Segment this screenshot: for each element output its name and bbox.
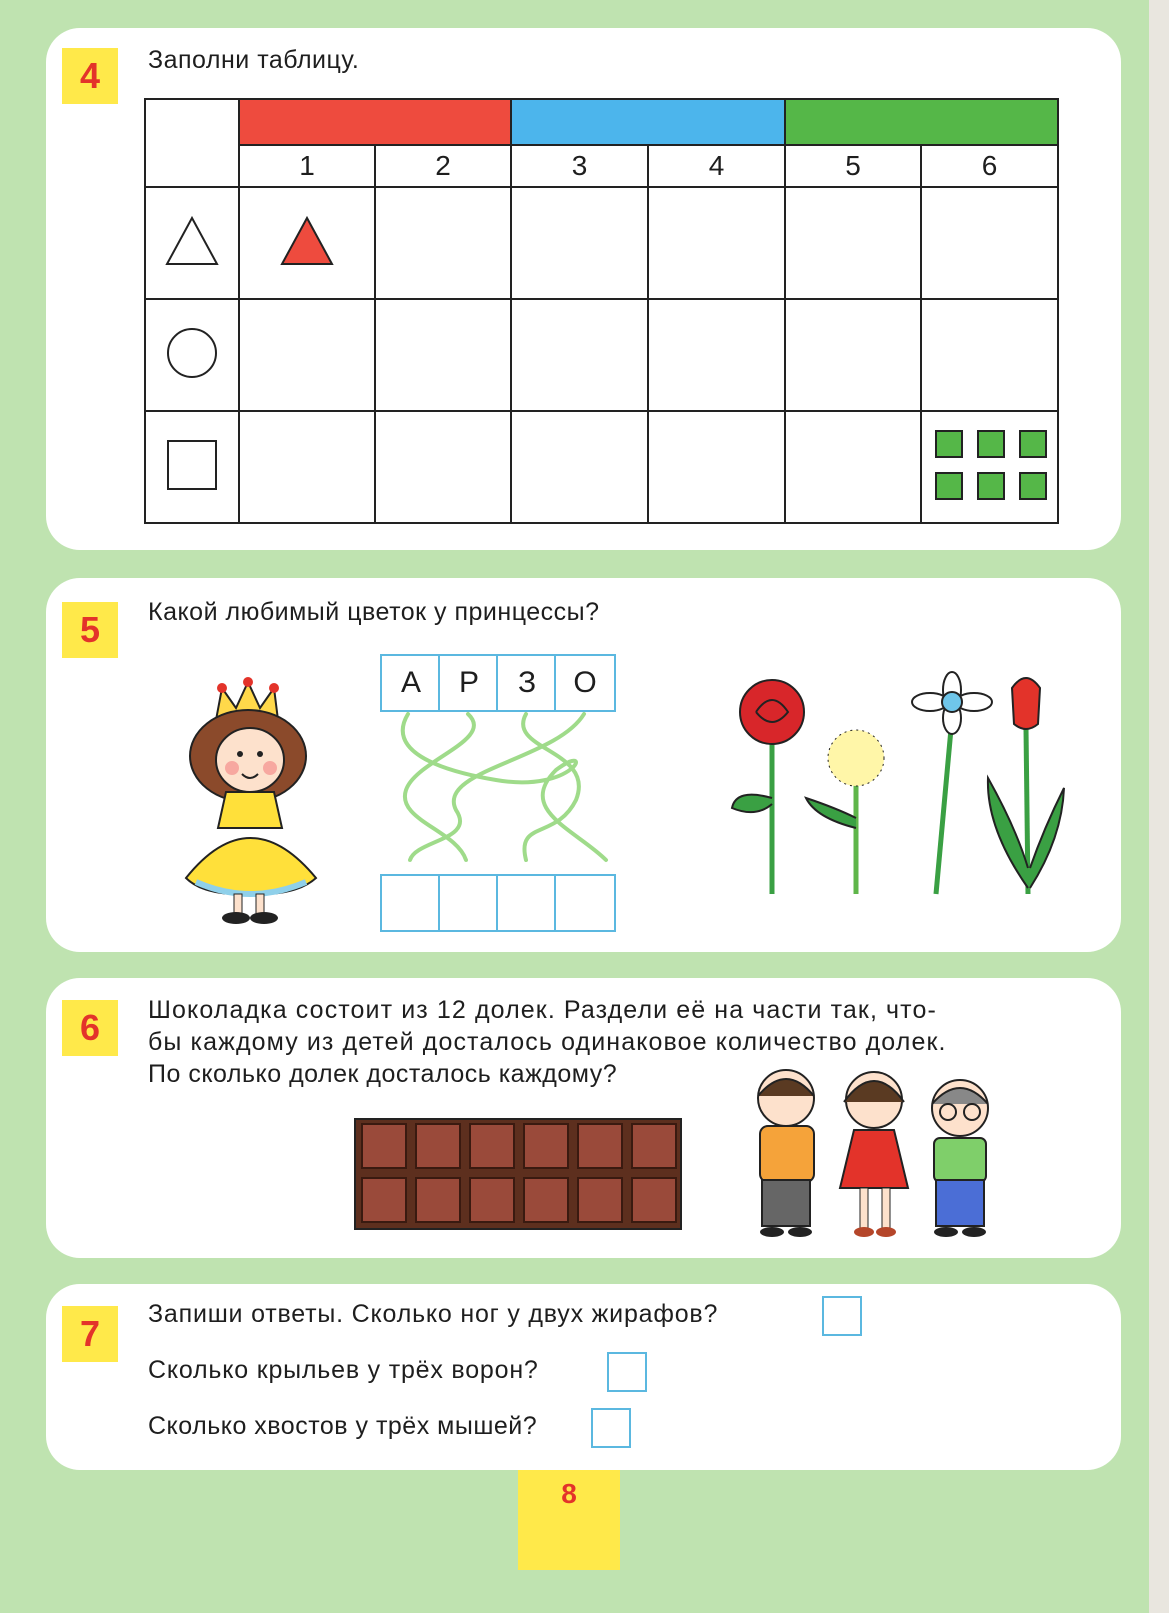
flowers-illustration (726, 668, 1066, 928)
color-bar-green (785, 99, 1058, 145)
letter-box: А (380, 654, 442, 712)
square-outline-icon (165, 438, 219, 492)
letter-box: Р (438, 654, 500, 712)
task-question: Сколько хвостов у трёх мышей? (148, 1412, 538, 1440)
red-triangle-icon (279, 215, 335, 267)
table-cell[interactable] (375, 299, 511, 411)
tangled-paths-illustration (376, 710, 636, 872)
color-bar-blue (511, 99, 785, 145)
task-5-card (46, 578, 1121, 952)
children-illustration (736, 1068, 1006, 1248)
table-cell[interactable] (239, 299, 375, 411)
task-7-card (46, 1284, 1121, 1470)
task-question: Сколько крыльев у трёх ворон? (148, 1356, 539, 1384)
column-header: 3 (511, 145, 648, 187)
letter-box: З (496, 654, 558, 712)
table-cell[interactable] (921, 299, 1058, 411)
answer-box[interactable] (554, 874, 616, 932)
column-header: 1 (239, 145, 375, 187)
column-header: 4 (648, 145, 785, 187)
table-cell[interactable] (375, 187, 511, 299)
answer-box[interactable] (591, 1408, 631, 1448)
column-header: 6 (921, 145, 1058, 187)
answer-box[interactable] (822, 1296, 862, 1336)
task-text-line: бы каждому из детей досталось одинаковое количество долек. (148, 1028, 947, 1056)
table-cell[interactable] (785, 411, 921, 523)
column-header: 5 (785, 145, 921, 187)
table-cell[interactable] (239, 411, 375, 523)
table-cell[interactable] (648, 411, 785, 523)
task-instruction: Заполни таблицу. (148, 46, 360, 74)
letter-box: О (554, 654, 616, 712)
table-cell[interactable] (785, 299, 921, 411)
answer-box[interactable] (438, 874, 500, 932)
table-cell[interactable] (785, 187, 921, 299)
row-shape-cell (145, 187, 239, 299)
task-number-badge: 7 (62, 1306, 118, 1362)
task-number-badge: 5 (62, 602, 118, 658)
table-cell[interactable] (648, 299, 785, 411)
task-text-line: Шоколадка состоит из 12 долек. Раздели её на части так, что- (148, 996, 937, 1024)
table-cell[interactable] (921, 187, 1058, 299)
row-shape-cell (145, 411, 239, 523)
table-cell[interactable] (511, 411, 648, 523)
task-6-card (46, 978, 1121, 1258)
table-cell[interactable] (921, 411, 1058, 523)
task-4-card (46, 28, 1121, 550)
task-text-line: По сколько долек досталось каждому? (148, 1060, 618, 1088)
princess-illustration (156, 668, 346, 928)
row-shape-cell (145, 299, 239, 411)
answer-box[interactable] (380, 874, 442, 932)
table-cell[interactable] (239, 187, 375, 299)
color-bar-red (239, 99, 511, 145)
chocolate-bar-illustration (354, 1118, 682, 1230)
circle-outline-icon (164, 325, 220, 381)
task-number-badge: 4 (62, 48, 118, 104)
task-question: Запиши ответы. Сколько ног у двух жирафов? (148, 1300, 719, 1328)
answer-box[interactable] (607, 1352, 647, 1392)
answer-box[interactable] (496, 874, 558, 932)
page-number: 8 (518, 1470, 620, 1570)
page-edge (1149, 0, 1169, 1613)
table-cell[interactable] (375, 411, 511, 523)
column-header: 2 (375, 145, 511, 187)
task-question: Какой любимый цветок у принцессы? (148, 598, 600, 626)
table-cell[interactable] (511, 187, 648, 299)
task-number-badge: 6 (62, 1000, 118, 1056)
triangle-outline-icon (164, 215, 220, 267)
green-squares-icon (928, 425, 1052, 505)
table-cell[interactable] (648, 187, 785, 299)
table-cell[interactable] (511, 299, 648, 411)
table-corner-cell (145, 99, 239, 187)
shape-color-table (144, 98, 1059, 524)
